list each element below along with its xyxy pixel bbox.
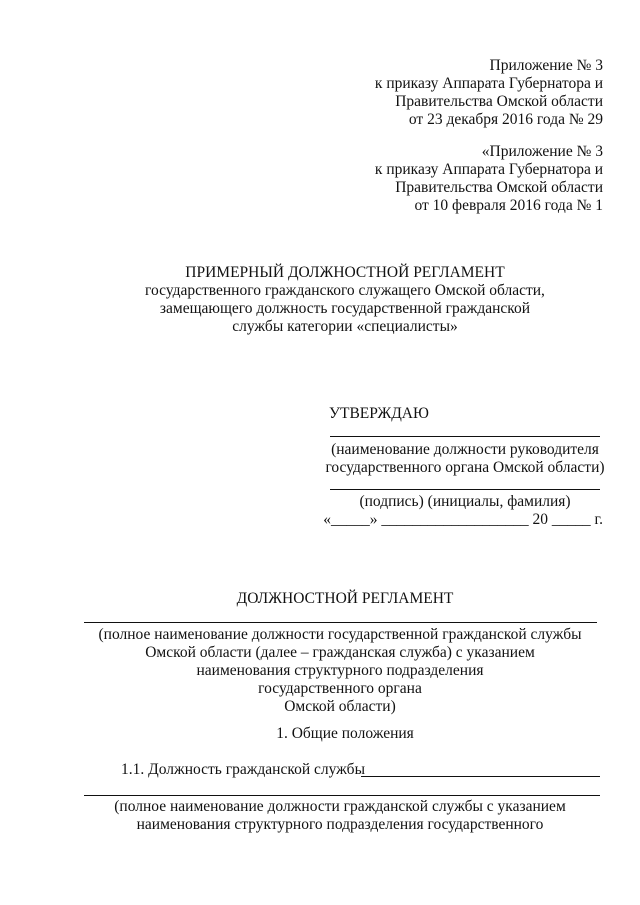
appendix-current-line4: от 23 декабря 2016 года № 29: [408, 111, 603, 128]
item-1-1-hint: [60, 798, 620, 834]
item-1-1-continuation-line: [84, 795, 600, 796]
appendix-previous-line1: «Приложение № 3: [481, 143, 603, 160]
regulation-hint-line2: Омской области (далее – гражданская служба) с указанием: [145, 644, 535, 661]
approval-position-line: [330, 436, 600, 437]
document-title: [100, 264, 590, 336]
approval-hint-line2: государственного органа Омской области): [325, 459, 605, 476]
title-line3: замещающего должность государственной гражданской: [159, 300, 531, 317]
regulation-hint-line1: (полное наименование должности государственной гражданской службы: [98, 626, 582, 643]
appendix-current-line2: к приказу Аппарата Губернатора и: [374, 75, 603, 92]
item-1-1-label: 1.1. Должность гражданской службы: [121, 761, 365, 778]
title-line2: государственного гражданского служащего Омской области,: [145, 282, 545, 299]
approval-date-line: «_____» ___________________ 20 _____ г.: [323, 511, 603, 528]
appendix-previous-line4: от 10 февраля 2016 года № 1: [414, 197, 603, 214]
approval-hint-line1: (наименование должности руководителя: [331, 441, 599, 458]
item-1-1-fill-line: [361, 776, 600, 777]
approval-signature-hint: (подпись) (инициалы, фамилия): [359, 493, 571, 510]
appendix-previous: [375, 143, 603, 215]
approval-heading: УТВЕРЖДАЮ: [329, 405, 429, 422]
item-1-1-hint-line2: наименования структурного подразделения государственного: [136, 816, 544, 833]
regulation-heading: ДОЛЖНОСТНОЙ РЕГЛАМЕНТ: [236, 590, 454, 607]
appendix-current: [375, 57, 603, 129]
regulation-hint-line5: Омской области): [284, 698, 396, 715]
approval-signature-line: [330, 489, 600, 490]
regulation-hint-line4: государственного органа: [258, 680, 422, 697]
appendix-previous-line3: Правительства Омской области: [395, 179, 603, 196]
appendix-current-line3: Правительства Омской области: [395, 93, 603, 110]
appendix-current-line1: Приложение № 3: [489, 57, 603, 74]
regulation-position-hint: [60, 626, 620, 716]
title-main: ПРИМЕРНЫЙ ДОЛЖНОСТНОЙ РЕГЛАМЕНТ: [185, 264, 505, 281]
appendix-previous-line2: к приказу Аппарата Губернатора и: [374, 161, 603, 178]
regulation-hint-line3: наименования структурного подразделения: [196, 662, 484, 679]
item-1-1-hint-line1: (полное наименование должности гражданской службы с указанием: [114, 798, 566, 815]
section1-heading: 1. Общие положения: [276, 725, 414, 742]
approval-position-hint: [320, 441, 610, 477]
title-line4: службы категории «специалисты»: [232, 318, 458, 335]
regulation-position-line: [84, 622, 597, 623]
